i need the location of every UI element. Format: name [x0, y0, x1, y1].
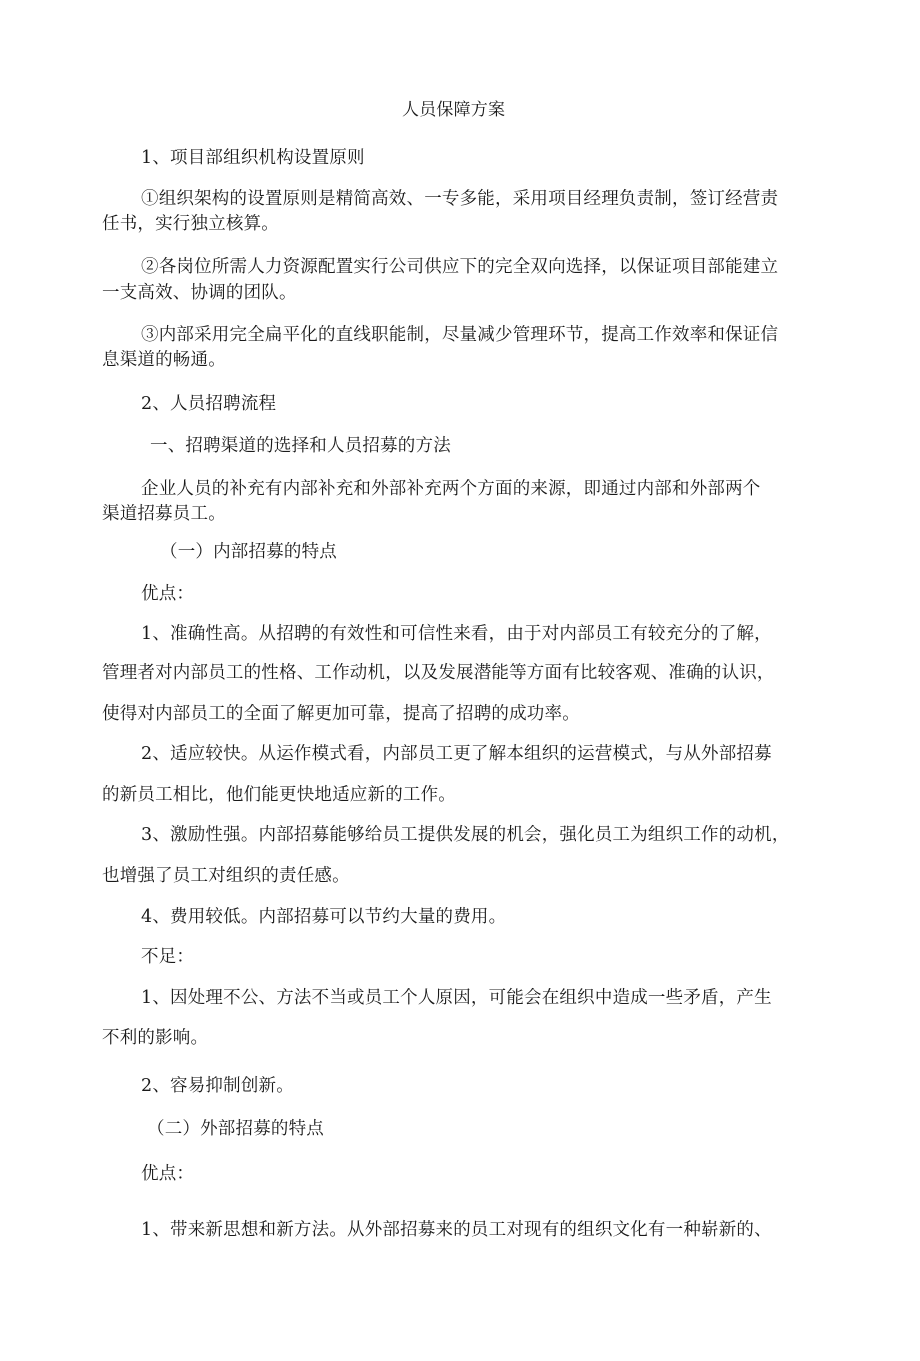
- paragraph-line: 息渠道的畅通。: [102, 350, 226, 370]
- paragraph-line: 不利的影响。: [102, 1028, 209, 1048]
- paragraph-line: 的新员工相比，他们能更快地适应新的工作。: [102, 785, 456, 805]
- label-line: 优点：: [141, 1164, 195, 1184]
- paragraph-line: 企业人员的补充有内部补充和外部补充两个方面的来源，即通过内部和外部两个: [141, 479, 761, 499]
- paragraph-line: 1、因处理不公、方法不当或员工个人原因，可能会在组织中造成一些矛盾，产生: [141, 988, 772, 1008]
- paragraph-line: 2、容易抑制创新。: [141, 1076, 294, 1096]
- paragraph-line: ②各岗位所需人力资源配置实行公司供应下的完全双向选择，以保证项目部能建立: [141, 257, 779, 277]
- paragraph-line: 一支高效、协调的团队。: [102, 283, 297, 303]
- document-title: 人员保障方案: [402, 100, 506, 120]
- subsection-heading: （一）内部招募的特点: [160, 542, 337, 562]
- subsection-heading: 一、招聘渠道的选择和人员招募的方法: [150, 436, 451, 456]
- paragraph-line: 2、适应较快。从运作模式看，内部员工更了解本组织的运营模式，与从外部招募: [141, 744, 772, 764]
- label-line: 不足：: [141, 947, 195, 967]
- paragraph-line: 1、带来新思想和新方法。从外部招募来的员工对现有的组织文化有一种崭新的、: [141, 1220, 772, 1240]
- paragraph-line: 1、准确性高。从招聘的有效性和可信性来看，由于对内部员工有较充分的了解，: [141, 624, 772, 644]
- paragraph-line: 3、激励性强。内部招募能够给员工提供发展的机会，强化员工为组织工作的动机，: [141, 825, 790, 845]
- paragraph-line: 渠道招募员工。: [102, 504, 226, 524]
- label-line: 优点：: [141, 584, 195, 604]
- section-heading: 2、人员招聘流程: [141, 394, 277, 414]
- paragraph-line: ③内部采用完全扁平化的直线职能制，尽量减少管理环节，提高工作效率和保证信: [141, 325, 779, 345]
- section-heading: 1、项目部组织机构设置原则: [141, 148, 365, 168]
- paragraph-line: 也增强了员工对组织的责任感。: [102, 866, 350, 886]
- paragraph-line: 任书，实行独立核算。: [102, 214, 279, 234]
- paragraph-line: ①组织架构的设置原则是精简高效、一专多能，采用项目经理负责制，签订经营责: [141, 189, 779, 209]
- paragraph-line: 使得对内部员工的全面了解更加可靠，提高了招聘的成功率。: [102, 704, 580, 724]
- subsection-heading: （二）外部招募的特点: [147, 1119, 324, 1139]
- paragraph-line: 4、费用较低。内部招募可以节约大量的费用。: [141, 907, 507, 927]
- paragraph-line: 管理者对内部员工的性格、工作动机，以及发展潜能等方面有比较客观、准确的认识，: [102, 663, 775, 683]
